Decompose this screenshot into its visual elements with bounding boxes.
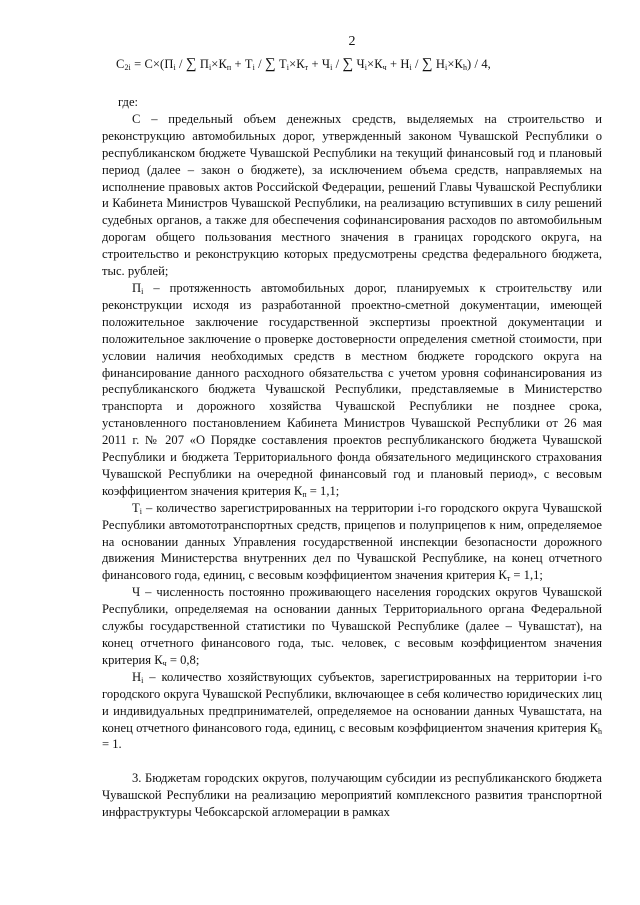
paragraph-t-definition: $Т_i$ – количество зарегистрированных на территории i-го городского округа Чувашской Республики автомототранспортных средств, прицепов и полуприцепов к ним, определяемое на основании данных Управления государственной инспекции безопасности дорожного движения Министерства внутренних дел по Чувашской Республике, на конец отчетного финансового года, единиц, с весовым коэффициентом значения критерия $К_т = 1,1$; [102,500,602,584]
paragraph-n-definition: $Н_i$ – количество хозяйствующих субъектов, зарегистрированных на территории i-го городского округа Чувашской Республики, включающее в себя количество юридических лиц и индивидуальных предпринимателей, определяемое на основании данных Чувашстата, на конец отчетного финансового года, единиц, с весовым коэффициентом значения критерия $К_h = 1$. [102,669,602,752]
sum-symbol: ∑ [342,56,354,72]
page-number: 2 [348,34,356,49]
sum-symbol: ∑ [421,56,433,72]
paragraph-p-definition: $П_i$ – протяженность автомобильных дорог, планируемых к строительству или реконструкции исходя из разработанной проектно-сметной документации, имеющей положительное заключение государственной экспертизы проектной документации и положительное заключение о проверке достоверности определения сметной стоимости, при условии наличия необходимых средств в местном бюджете городского округа на финансирование данного расходного обязательства с учетом уровня софинансирования из республиканского бюджета Чувашской Республики, представляемые в Министерство транспорта и дорожного хозяйства Чувашской Республики не позднее срока, установленного постановлением Кабинета Министров Чувашской Республики от 26 мая 2011 г. № 207 «О Порядке составления проектов республиканского бюджета Чувашской Республики и бюджета Территориального фонда обязательного медицинского страхования Чувашской Республики на очередной финансовый год и плановый период», с весовым коэффициентом значения критерия $К_п = 1,1$; [102,280,602,499]
paragraph-ch-definition: Ч – численность постоянно проживающего населения городских округов Чувашской Республики, определяемая на основании данных Территориального органа Федеральной службы государственной статистики по Чувашской Республике (далее – Чувашстат), на конец отчетного финансового года, тыс. человек, с весовым коэффициентом значения критерия $К_ч = 0,8$; [102,585,602,668]
sum-symbol: ∑ [264,56,276,72]
where-label: где: [118,95,139,109]
paragraph-item-3: 3. Бюджетам городских округов, получающим субсидии из республиканского бюджета Чувашской Республики на реализацию мероприятий комплексного развития транспортной инфраструктуры Чебоксарской агломерации в рамках [102,771,602,820]
sum-symbol: ∑ [185,56,197,72]
paragraph-c-definition: С – предельный объем денежных средств, выделяемых на строительство и реконструкцию автомобильных дорог, утвержденный законом Чувашской Республики о республиканском бюджете Чувашской Республики на текущий финансовый год и плановый период (далее – закон о бюджете), за исключением объема средств, направляемых на исполнение правовых актов Российской Федерации, решений Главы Чувашской Республики и Кабинета Министров Чувашской Республики, на реализацию вступивших в силу решений судебных органов, а также для обеспечения софинансирования расходов по автомобильным дорогам общего пользования местного значения в границах городского округа, на строительство и реконструкцию которых предусмотрены средства федерального бюджета, тыс. рублей; [102,111,602,279]
formula: $С_{2i} = С\times(П_i$ / ∑ $П_i\times К_п + Т_i$ / ∑ $Т_i\times К_т + Ч_i$ / ∑ $Ч_i\times К_ч + Н_i$ / ∑ $Н_i\times К_h) / 4$, [116,56,491,72]
